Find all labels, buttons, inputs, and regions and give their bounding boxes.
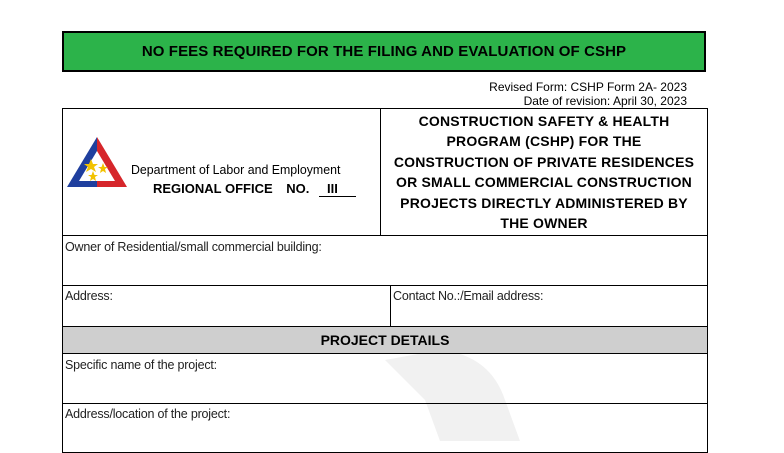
project-location-label: Address/location of the project: [65, 407, 231, 421]
department-name: Department of Labor and Employment [131, 162, 341, 177]
dole-logo-icon [65, 135, 129, 191]
title-line: PROGRAM (CSHP) FOR THE [446, 133, 642, 149]
project-details-heading: PROJECT DETAILS [62, 326, 708, 354]
address-field[interactable] [62, 285, 391, 327]
revision-info [440, 80, 687, 108]
form-title [380, 108, 708, 236]
regional-office-label: REGIONAL OFFICE [153, 181, 273, 196]
no-label: NO. [286, 181, 310, 196]
title-line: CONSTRUCTION OF PRIVATE RESIDENCES [393, 153, 695, 170]
no-fees-banner: NO FEES REQUIRED FOR THE FILING AND EVALUATION OF CSHP [62, 31, 706, 72]
revised-form-label: Revised Form: CSHP Form 2A- 2023 [489, 80, 687, 94]
title-line: CONSTRUCTION SAFETY & HEALTH [418, 112, 670, 129]
project-name-field[interactable] [62, 353, 708, 404]
contact-field-label: Contact No.:/Email address: [393, 289, 544, 303]
regional-office [153, 181, 356, 197]
owner-field[interactable] [62, 235, 708, 286]
project-location-field[interactable] [62, 403, 708, 453]
region-number: III [319, 182, 356, 197]
title-line: OR SMALL COMMERCIAL CONSTRUCTION [396, 174, 692, 190]
title-line: PROJECTS DIRECTLY ADMINISTERED BY [400, 194, 688, 211]
contact-field[interactable] [390, 285, 708, 327]
revision-date-label: Date of revision: April 30, 2023 [523, 94, 687, 108]
owner-field-label: Owner of Residential/small commercial building: [65, 240, 322, 254]
address-field-label: Address: [65, 289, 113, 303]
agency-header [62, 108, 381, 236]
title-line: THE OWNER [500, 215, 588, 231]
project-name-label: Specific name of the project: [65, 358, 217, 372]
